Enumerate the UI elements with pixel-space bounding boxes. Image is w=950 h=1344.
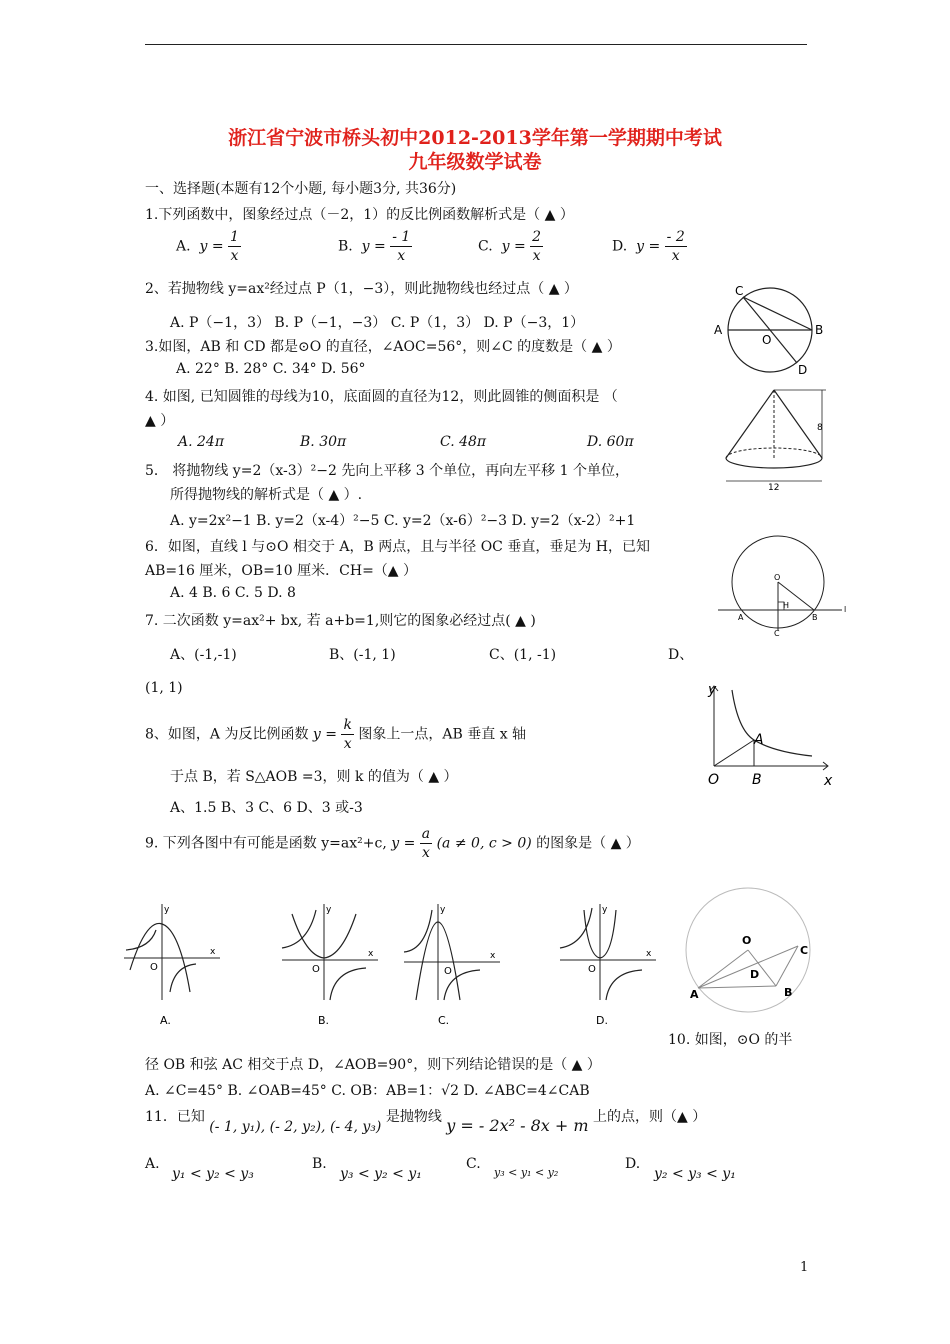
q8-label-x: x (824, 773, 833, 789)
figure-q9-a (120, 900, 230, 1030)
figure-q4-cone (722, 384, 834, 492)
exam-title: 浙江省宁波市桥头初中2012-2013学年第一学期期中考试 (228, 127, 722, 149)
q6-options: A. 4 B. 6 C. 5 D. 8 (170, 585, 296, 601)
q1-option-a: A. y = $\frac{1}{x}$ (176, 229, 239, 264)
q10-label-c: C (800, 944, 809, 957)
q11-option-a-expr: y₁ < y₂ < y₃ (172, 1166, 254, 1182)
q6-stem: 6．如图，直线 l 与⊙O 相交于 A，B 两点，且与半径 OC 垂直，垂足为 H，已知 (145, 539, 650, 555)
q6-stem-cont: AB=16 厘米，OB=10 厘米．CH=（▲ ） (145, 563, 418, 579)
q3-label-d: D (798, 363, 808, 377)
q11-stem: 11．已知 (- 1, y₁), (- 2, y₂), (- 4, y₃) 是抛物线 y = - 2x² - 8x + m 上的点，则（▲ ） (145, 1109, 707, 1135)
figure-q10-circle (680, 884, 820, 1014)
q6-label-a: A (738, 613, 744, 622)
q10-label-d: D (750, 968, 760, 981)
q5-stem: 5． 将抛物线 y=2（x-3）²−2 先向上平移 3 个单位，再向左平移 1 个单位， (145, 463, 629, 479)
exam-subtitle: 九年级数学试卷 (408, 151, 542, 173)
q4-label-diameter: 12 (768, 483, 780, 493)
q7-option-d-cont: (1, 1) (145, 680, 183, 696)
q11-option-c: C. (466, 1156, 481, 1172)
q1-option-c: C. y = $\frac{2}{x}$ (478, 229, 542, 264)
q11-option-b-expr: y₃ < y₂ < y₁ (340, 1166, 422, 1182)
q10-options: A. ∠C=45° B. ∠OAB=45° C. OB：AB=1：√2 D. ∠ABC=4∠CAB (145, 1083, 590, 1099)
q9b-label-o: O (312, 964, 320, 975)
q8-label-y: y (708, 682, 717, 698)
q9b-label-y: y (326, 905, 332, 915)
q6-label-b: B (812, 613, 818, 622)
figure-q3-circle (712, 284, 832, 376)
section-heading: 一、选择题(本题有12个小题, 每小题3分, 共36分) (145, 181, 457, 197)
q7-option-c: C、(1, -1) (489, 647, 557, 663)
q8-label-o: O (708, 772, 720, 788)
figure-q8-hyperbola (694, 682, 840, 790)
q3-label-b: B (815, 323, 824, 337)
q6-label-c: C (774, 629, 780, 638)
q1-option-b: B. y = $\frac{- 1}{x}$ (338, 229, 411, 264)
q10-stem: 10. 如图，⊙O 的半 (668, 1032, 793, 1048)
q9a-label-o: O (150, 962, 158, 973)
q9-stem: 9. 下列各图中有可能是函数 y=ax²+c, y = $\frac{a}{x}$ (a ≠ 0, c > 0) 的图象是（ ▲ ） (145, 826, 640, 861)
q4-option-b: B. 30π (300, 434, 347, 450)
q9d-label-y: y (602, 905, 608, 915)
q2-options: A. P（−1，3） B. P（−1，−3） C. P（1，3） D. P（−3，1） (170, 315, 585, 331)
q1-stem: 1.下列函数中，图象经过点（－2，1）的反比例函数解析式是（ ▲ ） (145, 207, 574, 223)
q11-option-a: A. (145, 1156, 160, 1172)
page-number: 1 (800, 1260, 809, 1275)
q9a-label-x: x (210, 947, 216, 957)
figure-q6-circle (718, 538, 850, 638)
figure-q9-d (556, 900, 666, 1030)
q3-stem: 3.如图，AB 和 CD 都是⊙O 的直径，∠AOC=56°，则∠C 的度数是（ ▲ ） (145, 339, 621, 355)
q1-option-d: D. y = $\frac{- 2}{x}$ (612, 229, 685, 264)
q4-label-height: 8 (817, 423, 823, 433)
q11-option-d: D. (625, 1156, 641, 1172)
q8-label-a: A (754, 732, 764, 748)
q4-option-d: D. 60π (587, 434, 634, 450)
q6-label-o: O (774, 573, 781, 582)
q3-label-o: O (762, 333, 772, 347)
q9d-label-x: x (646, 949, 652, 959)
q7-option-b: B、(-1, 1) (329, 647, 396, 663)
q9b-label: B. (318, 1014, 330, 1027)
q8-options: A、1.5 B、3 C、6 D、3 或-3 (170, 800, 363, 816)
q10-stem-cont: 径 OB 和弦 AC 相交于点 D，∠AOB=90°，则下列结论错误的是（ ▲ ） (145, 1057, 601, 1073)
q10-label-a: A (690, 988, 699, 1001)
q11-option-d-expr: y₂ < y₃ < y₁ (654, 1166, 736, 1182)
q7-option-d: D、 (668, 647, 694, 663)
q3-options: A. 22° B. 28° C. 34° D. 56° (176, 361, 366, 377)
figure-q9-c (400, 900, 510, 1030)
q8-stem: 8、如图，A 为反比例函数 y = $\frac{k}{x}$ 图象上一点，AB 垂直 x 轴 (145, 717, 527, 752)
top-rule (145, 44, 807, 45)
q8-label-b: B (752, 772, 762, 788)
q5-stem-cont: 所得抛物线的解析式是（ ▲ ）. (170, 487, 363, 503)
q6-label-h: H (783, 601, 790, 610)
q4-stem: 4. 如图, 已知圆锥的母线为10，底面圆的直径为12，则此圆锥的侧面积是 （ (145, 389, 618, 405)
q10-label-o: O (742, 934, 752, 947)
q11-option-c-expr: y₃ < y₁ < y₂ (494, 1166, 559, 1179)
q10-label-b: B (784, 986, 793, 999)
q7-option-a: A、(-1,-1) (170, 647, 237, 663)
q6-label-l: l (844, 605, 847, 614)
q9a-label: A. (160, 1014, 171, 1027)
q4-option-c: C. 48π (440, 434, 487, 450)
q2-stem: 2、若抛物线 y=ax²经过点 P（1，−3），则此抛物线也经过点（ ▲ ） (145, 281, 578, 297)
figure-q9-b (278, 900, 388, 1030)
q9d-label-o: O (588, 964, 596, 975)
q9c-label-x: x (490, 951, 496, 961)
q4-stem-cont: ▲ ） (145, 413, 175, 429)
q3-label-a: A (714, 323, 723, 337)
q9c-label-o: O (444, 966, 452, 977)
q8-stem-cont: 于点 B，若 S△AOB =3，则 k 的值为（ ▲ ） (170, 769, 458, 785)
q9c-label: C. (438, 1014, 450, 1027)
q5-options: A. y=2x²−1 B. y=2（x-4）²−5 C. y=2（x-6）²−3 D. y=2（x-2）²+1 (170, 513, 636, 529)
q9a-label-y: y (164, 905, 170, 915)
q9d-label: D. (596, 1014, 608, 1027)
q11-option-b: B. (312, 1156, 327, 1172)
q3-label-c: C (735, 284, 744, 298)
q9c-label-y: y (440, 905, 446, 915)
q9b-label-x: x (368, 949, 374, 959)
q4-option-a: A. 24π (178, 434, 225, 450)
q7-stem: 7. 二次函数 y=ax²+ bx, 若 a+b=1,则它的图象必经过点( ▲ ) (145, 613, 536, 629)
